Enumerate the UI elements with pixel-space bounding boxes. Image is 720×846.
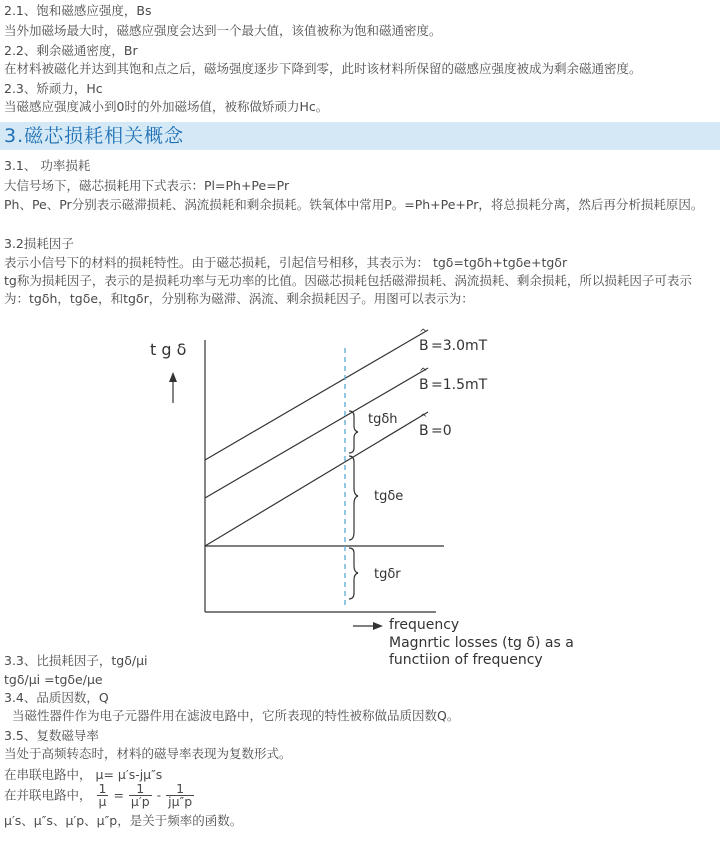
fraction-term1 [129, 783, 152, 808]
fraction-term2-den: jμ″p [168, 794, 193, 809]
brace-label-tg-delta-e: tgδe [374, 489, 404, 504]
y-axis-label: t g δ [150, 340, 187, 359]
section-3-3-title: 3.3、比损耗因子，tgδ/μi [4, 653, 148, 668]
brace-label-tg-delta-r: tgδr [374, 567, 401, 582]
hat-mark: ^ [419, 367, 428, 378]
loss-factor-diagram [0, 320, 720, 660]
figure-caption-line1: Magnrtic losses (tg δ) as a [389, 635, 574, 651]
fraction-lhs-den: μ [98, 794, 107, 809]
section-2-3-text: 当磁感应强度减小到0时的外加磁场值，被称做矫顽力Hc。 [4, 99, 329, 114]
parallel-minus: - [156, 787, 162, 803]
section-3-1-line2: Ph、Pe、Pr分别表示磁滞损耗、涡流损耗和剩余损耗。铁氧体中常用P。=Ph+Pe+Pr，将总损耗分离，然后再分析损耗原因。 [4, 197, 704, 212]
section-2-1-text: 当外加磁场最大时，磁感应强度会达到一个最大值，该值被称为饱和磁通密度。 [4, 23, 442, 38]
b-hat-symbol: B [419, 377, 429, 393]
b-hat-symbol: B [419, 338, 429, 354]
section-3-5-text: 当处于高频转态时，材料的磁导率表现为复数形式。 [4, 746, 292, 761]
section-3-1-line1: 大信号场下，磁芯损耗用下式表示：Pl=Ph+Pe=Pr [4, 178, 290, 193]
section-2-3-title: 2.3、矫顽力，Hc [4, 81, 103, 96]
line-label-3-0mt [419, 328, 488, 354]
y-axis-arrow [169, 372, 177, 403]
fraction-term1-den: μ′p [130, 794, 150, 809]
brace-tg-delta-e [349, 456, 358, 540]
section-3-1-title: 3.1、 功率损耗 [4, 158, 91, 173]
section-3-4-text: 当磁性器件作为电子元器件用在滤波电路中，它所表现的特性被称做品质因数Q。 [12, 708, 460, 723]
section-3-4-title: 3.4、品质因数，Q [4, 690, 109, 705]
brace-tg-delta-h [349, 411, 358, 453]
section-3-5-title: 3.5、复数磁导率 [4, 728, 99, 743]
parallel-circuit-line [4, 783, 195, 808]
b-hat-symbol: B [419, 423, 429, 439]
line-label-0 [419, 413, 452, 439]
line-label-3-0mt-value: =3.0mT [431, 338, 488, 354]
section-2-1-title: 2.1、饱和磁感应强度，Bs [4, 3, 152, 18]
line-b-3-0mt [205, 330, 428, 460]
section-3-2-line1: 表示小信号下的材料的损耗特性。由于磁芯损耗，引起信号相移，其表示为： tgδ=tgδh+tgδe+tgδr [4, 255, 568, 270]
fraction-term1-num: 1 [129, 783, 152, 796]
x-axis-label: frequency [389, 617, 460, 633]
section-3-heading: 3.磁芯损耗相关概念 [4, 125, 185, 147]
section-3-2-line2: tg称为损耗因子，表示的是损耗功率与无功率的比值。因磁芯损耗包括磁滞损耗、涡流损耗、剩余损耗，所以损耗因子可表示为：tgδh，tgδe，和tgδr，分别称为磁滞、涡流、剩余损耗因子。用图可以表示为： [4, 273, 692, 306]
line-label-1-5mt-value: =1.5mT [431, 377, 488, 393]
line-label-0-value: =0 [431, 423, 452, 439]
section-2-2-text: 在材料被磁化并达到其饱和点之后，磁场强度逐步下降到零，此时该材料所保留的磁感应强度被成为剩余磁通密度。 [4, 61, 642, 76]
hat-mark: ^ [419, 328, 428, 339]
figure-caption-line2: functiion of frequency [389, 652, 543, 668]
section-3-banner [0, 122, 720, 150]
brace-label-tg-delta-h: tgδh [368, 412, 398, 427]
section-3-3-formula: tgδ/μi =tgδe/μe [4, 672, 103, 687]
series-prefix: 在串联电路中， [4, 767, 92, 782]
parallel-equals: = [113, 787, 124, 803]
x-axis-arrow [353, 622, 383, 630]
fraction-term2 [166, 783, 194, 808]
fraction-lhs [97, 783, 109, 808]
parallel-prefix: 在并联电路中， [4, 787, 92, 803]
fraction-lhs-num: 1 [98, 781, 107, 796]
hat-mark: ^ [419, 413, 428, 424]
section-2-2-title: 2.2、剩余磁通密度，Br [4, 43, 138, 58]
series-formula: μ= μ′s-jμ″s [95, 767, 163, 782]
section-3-2-title: 3.2损耗因子 [4, 236, 74, 251]
fraction-term2-num: 1 [166, 783, 194, 796]
complex-permeability-note: μ′s、μ″s、μ′p、μ″p，是关于频率的函数。 [4, 813, 243, 828]
brace-tg-delta-r [349, 548, 358, 599]
line-label-1-5mt [419, 367, 488, 393]
